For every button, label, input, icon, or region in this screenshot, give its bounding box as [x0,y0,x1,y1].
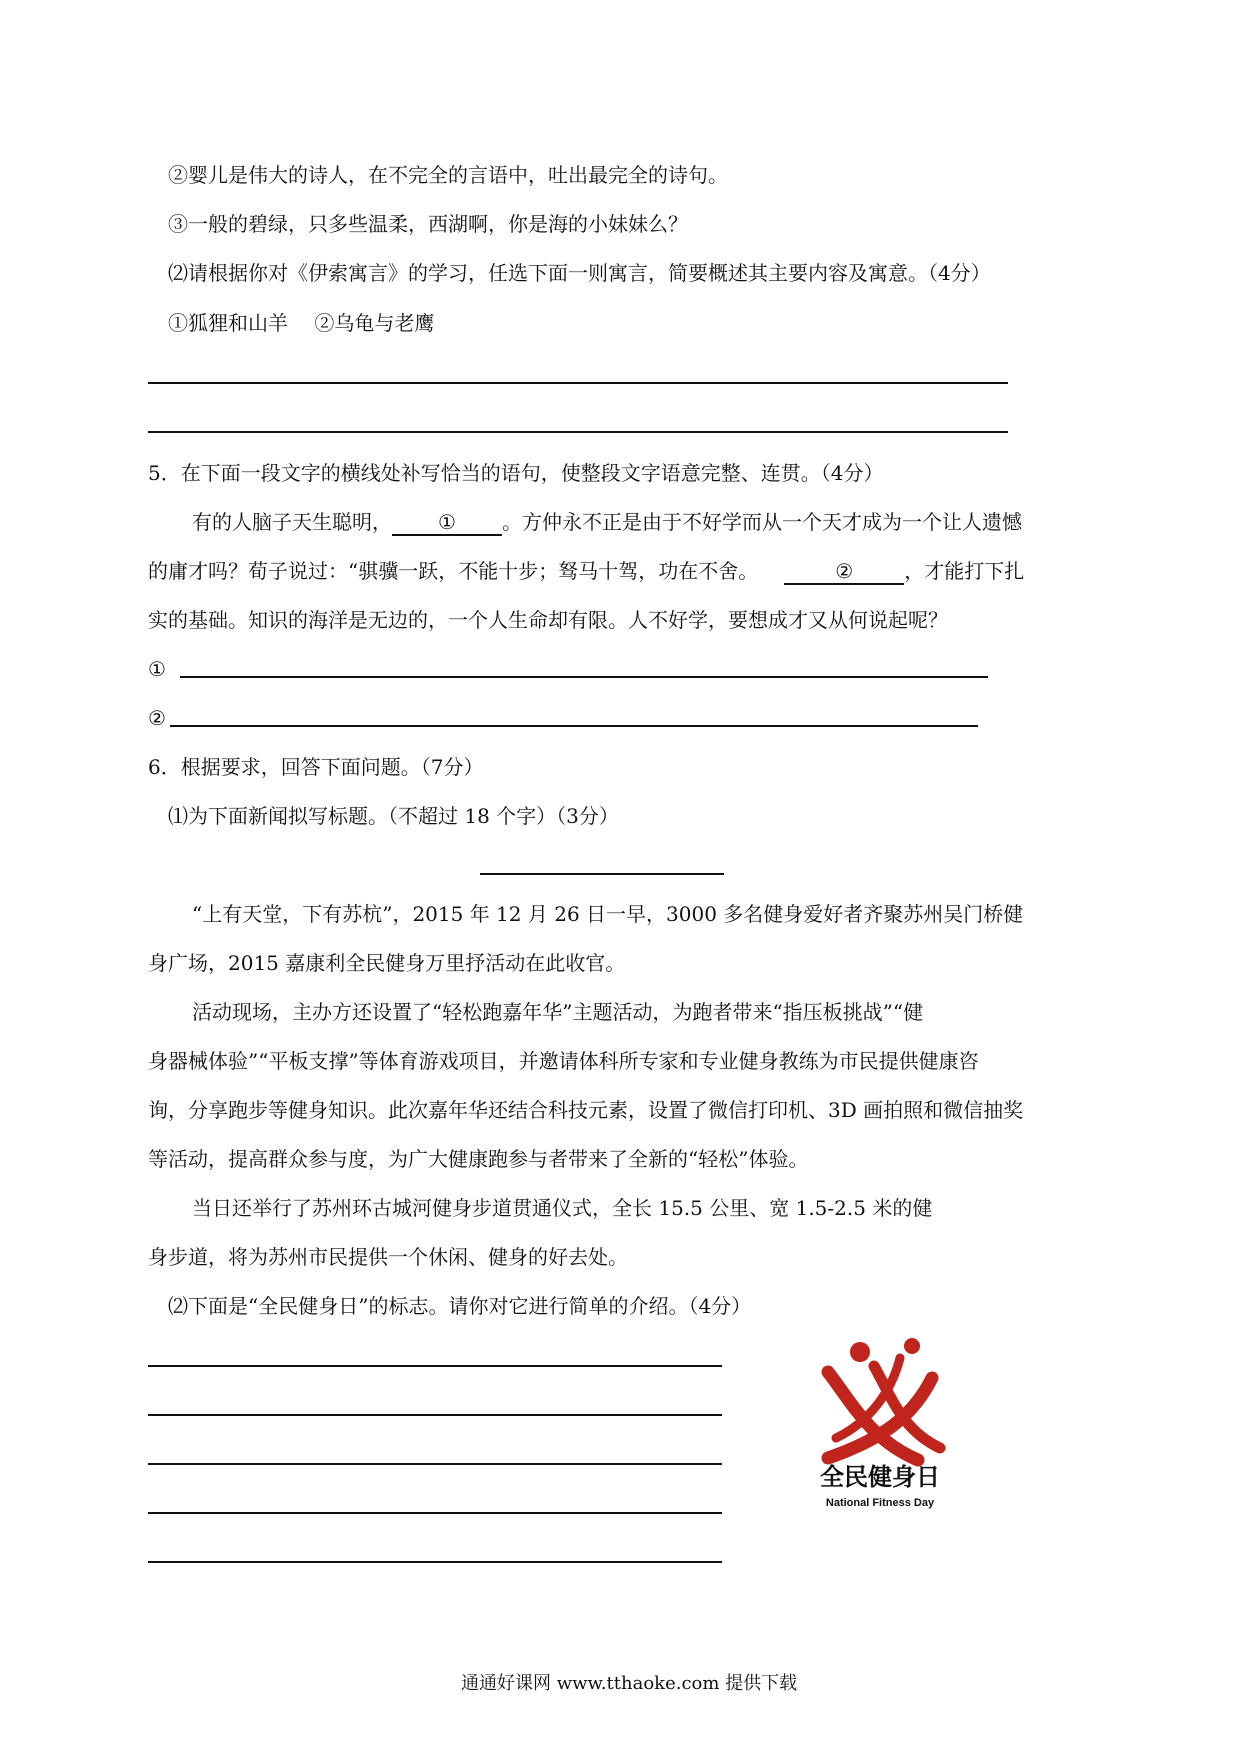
q5-answer-2-line[interactable] [170,725,978,727]
logo-head [904,1338,920,1354]
q5-paragraph-line-2 [148,557,1024,585]
q5-text: 的庸才吗？荀子说过：“骐骥一跃，不能十步；驽马十驾，功在不舍。 [148,559,759,583]
q6-logo-answer-line-1[interactable] [148,1365,722,1367]
news-line: 身步道，将为苏州市民提供一个休闲、健身的好去处。 [148,1245,628,1269]
news-line: 询，分享跑步等健身知识。此次嘉年华还结合科技元素，设置了微信打印机、3D 画拍照和微信抽奖 [148,1098,1024,1122]
logo-head [850,1342,870,1362]
q5-answer-2-label: ② [148,706,166,730]
page-footer: 通通好课网 www.tthaoke.com 提供下载 [461,1673,798,1694]
q4-item-3: ③一般的碧绿，只多些温柔，西湖啊，你是海的小妹妹么？ [168,212,688,236]
q6-headline-answer-line[interactable] [480,873,724,875]
q4-answer-line-1[interactable] [148,382,1008,384]
q4-item-2: ②婴儿是伟大的诗人，在不完全的言语中，吐出最完全的诗句。 [168,163,728,187]
news-line: 等活动，提高群众参与度，为广大健康跑参与者带来了全新的“轻松”体验。 [148,1147,809,1171]
q6-title: 6．根据要求，回答下面问题。（7分） [148,755,484,779]
q5-text: 有的人脑子天生聪明， [192,510,392,534]
q6-logo-answer-line-4[interactable] [148,1512,722,1514]
news-line: 活动现场，主办方还设置了“轻松跑嘉年华”主题活动，为跑者带来“指压板挑战”“健 [192,1000,924,1024]
national-fitness-day-logo [800,1330,960,1515]
q5-paragraph-line-3: 实的基础。知识的海洋是无边的，一个人生命却有限。人不好学，要想成才又从何说起呢？ [148,608,948,632]
logo-english-text: National Fitness Day [825,1497,935,1509]
news-line: 当日还举行了苏州环古城河健身步道贯通仪式，全长 15.5 公里、宽 1.5-2.5 米的健 [192,1196,933,1220]
q6-logo-answer-line-2[interactable] [148,1414,722,1416]
q4-fable-options: ①狐狸和山羊 ②乌龟与老鹰 [168,311,435,335]
q5-title: 5．在下面一段文字的横线处补写恰当的语句，使整段文字语意完整、连贯。（4分） [148,461,884,485]
q5-blank-2[interactable]: ② [784,559,904,585]
q5-blank-1[interactable]: ① [392,510,502,536]
logo-chinese-text: 全民健身日 [820,1463,940,1491]
q4-part-2: ⑵请根据你对《伊索寓言》的学习，任选下面一则寓言，简要概述其主要内容及寓意。（4分） [168,261,991,285]
q6-part-1: ⑴为下面新闻拟写标题。（不超过 18 个字）（3分） [168,804,619,828]
news-line: 身广场，2015 嘉康利全民健身万里抒活动在此收官。 [148,951,626,975]
q5-text: ，才能打下扎 [904,559,1025,583]
q5-paragraph-line-1 [192,508,1022,536]
news-line: “上有天堂，下有苏杭”，2015 年 12 月 26 日一早，3000 多名健身爱好者齐聚苏州吴门桥健 [192,902,1024,926]
q6-part-2: ⑵下面是“全民健身日”的标志。请你对它进行简单的介绍。（4分） [168,1294,752,1318]
q5-text: 。方仲永不正是由于不好学而从一个天才成为一个让人遗憾 [502,510,1022,534]
news-line: 身器械体验”“平板支撑”等体育游戏项目，并邀请体科所专家和专业健身教练为市民提供健康咨 [148,1049,979,1073]
q5-answer-1-line[interactable] [180,676,988,678]
q5-answer-1-label: ① [148,657,166,681]
q6-logo-answer-line-5[interactable] [148,1561,722,1563]
q4-answer-line-2[interactable] [148,431,1008,433]
q6-logo-answer-line-3[interactable] [148,1463,722,1465]
